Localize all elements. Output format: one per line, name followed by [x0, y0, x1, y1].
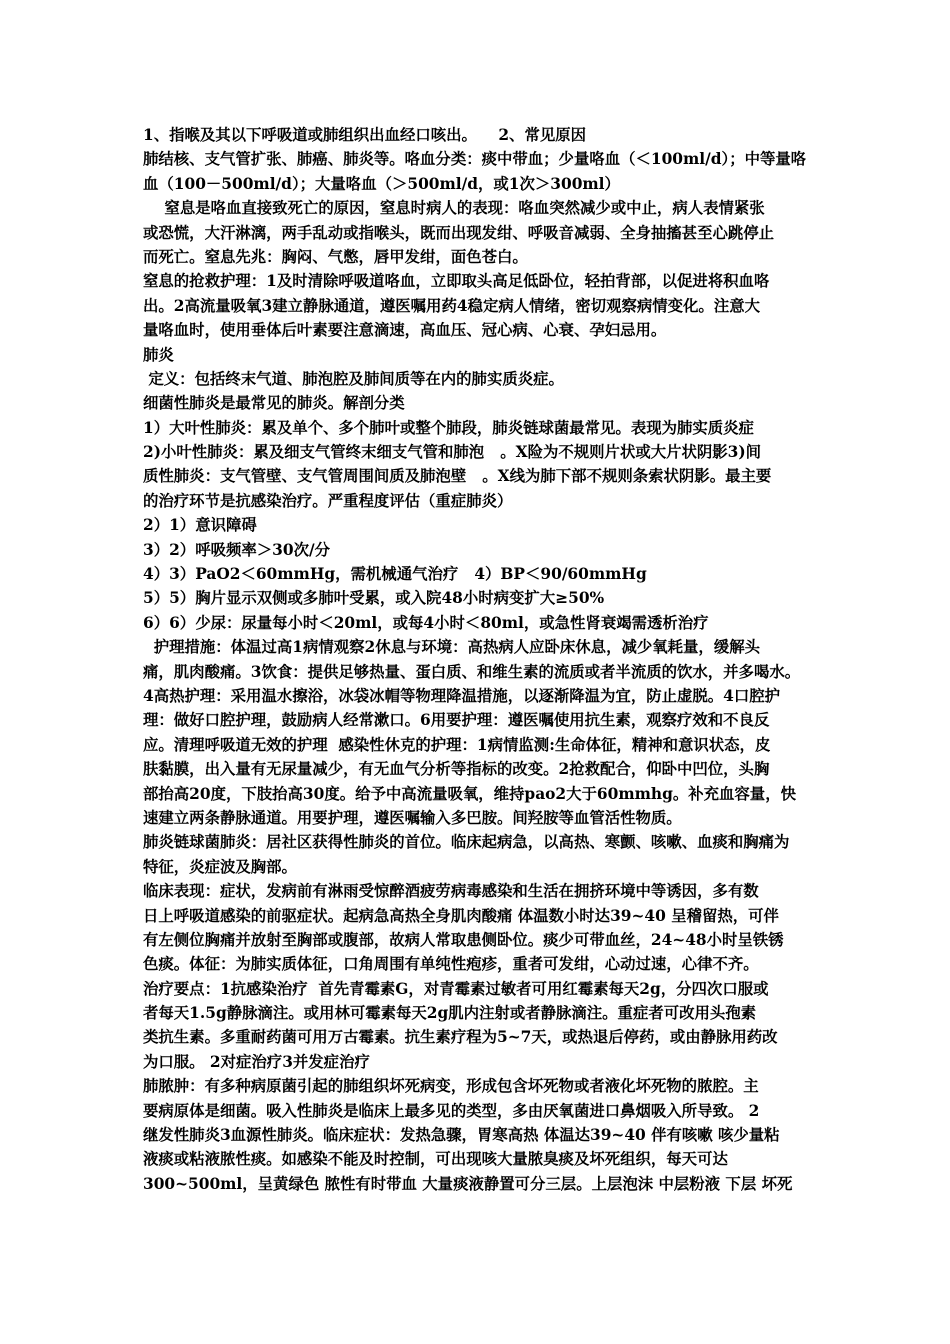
section-heading: 肺炎 [143, 345, 174, 364]
text-line: 治疗要点：1抗感染治疗 首先青霉素G，对青霉素过敏者可用红霉素每天2g，分四次口服或 [143, 979, 769, 998]
text-line: 应。清理呼吸道无效的护理 感染性休克的护理：1病情监测:生命体征，精神和意识状态，皮 [143, 735, 771, 754]
text-line: 1）大叶性肺炎：累及单个、多个肺叶或整个肺段，肺炎链球菌最常见。表现为肺实质炎症 [143, 418, 754, 437]
text-line: 继发性肺炎3血源性肺炎。临床症状：发热急骤，胃寒高热 体温达39~40 伴有咳嗽 咳少量粘 [143, 1126, 780, 1145]
text-line: 4高热护理：采用温水擦浴，冰袋冰帽等物理降温措施，以逐渐降温为宜，防止虚脱。4口腔护 [143, 686, 781, 705]
list-item: 5）5）胸片显示双侧或多肺叶受累，或入院48小时病变扩大≥50% [143, 589, 605, 608]
text-line: 定义：包括终末气道、肺泡腔及肺间质等在内的肺实质炎症。 [143, 369, 564, 388]
text-line: 窒息的抢救护理：1及时清除呼吸道咯血，立即取头高足低卧位，轻拍背部，以促进将积血咯 [143, 272, 770, 291]
text-line: 出。2高流量吸氧3建立静脉通道，遵医嘱用药4稳定病人情绪，密切观察病情变化。注意大 [143, 296, 760, 315]
text-line: 日上呼吸道感染的前驱症状。起病急高热全身肌肉酸痛 体温数小时达39~40 呈稽留热，可伴 [143, 906, 779, 925]
text-line: 有左侧位胸痛并放射至胸部或腹部，故病人常取患侧卧位。痰少可带血丝，24~48小时呈铁锈 [143, 930, 784, 949]
text-line: 部抬高20度，下肢抬高30度。给予中高流量吸氧，维持pao2大于60mmhg。补充血容量，快 [143, 784, 796, 803]
text-line: 或恐慌，大汗淋漓，两手乱动或指喉头，既而出现发绀、呼吸音减弱、全身抽搐甚至心跳停止 [143, 223, 775, 242]
text-line: 细菌性肺炎是最常见的肺炎。解剖分类 [143, 394, 405, 413]
text-line: 护理措施：体温过高1病情观察2休息与环境：高热病人应卧床休息，减少氧耗量，缓解头 [143, 638, 760, 657]
text-line: 2)小叶性肺炎：累及细支气管终末细支气管和肺泡 。X险为不规则片状或大片状阴影3)间 [143, 443, 762, 462]
text-line: 肺结核、支气管扩张、肺癌、肺炎等。咯血分类：痰中带血；少量咯血（＜100ml/d）；中等量咯 [143, 150, 807, 169]
text-line: 窒息是咯血直接致死亡的原因，窒息时病人的表现：咯血突然减少或中止，病人表情紧张 [143, 199, 765, 218]
text-line: 为口服。 2对症治疗3并发症治疗 [143, 1052, 370, 1071]
list-item: 2）1）意识障碍 [143, 516, 257, 535]
text-line: 肺脓肿：有多种病原菌引起的肺组织坏死病变，形成包含坏死物或者液化坏死物的脓腔。主 [143, 1077, 759, 1096]
document-body [143, 123, 823, 1196]
text-line: 肤黏膜，出入量有无尿量减少，有无血气分析等指标的改变。2抢救配合，仰卧中凹位，头胸 [143, 760, 770, 779]
list-item: 4）3）PaO2＜60mmHg，需机械通气治疗 4）BP＜90/60mmHg [143, 565, 647, 584]
text-line: 者每天1.5g静脉滴注。或用林可霉素每天2g肌内注射或者静脉滴注。重症者可改用头孢素 [143, 1004, 757, 1023]
text-line: 速建立两条静脉通道。用要护理，遵医嘱输入多巴胺。间羟胺等血管活性物质。 [143, 808, 682, 827]
text-line: 而死亡。窒息先兆：胸闷、气憋，唇甲发绀，面色苍白。 [143, 247, 528, 266]
text-line: 色痰。体征：为肺实质体征，口角周围有单纯性疱疹，重者可发绀，心动过速，心律不齐。 [143, 955, 759, 974]
text-line: 类抗生素。多重耐药菌可用万古霉素。抗生素疗程为5~7天，或热退后停药，或由静脉用药改 [143, 1028, 778, 1047]
text-line: 特征，炎症波及胸部。 [143, 857, 297, 876]
text-line: 血（100－500ml/d）；大量咯血（＞500ml/d，或1次＞300ml） [143, 174, 620, 193]
text-line: 液痰或粘液脓性痰。如感染不能及时控制，可出现咳大量脓臭痰及坏死组织，每天可达 [143, 1150, 728, 1169]
text-line: 300~500ml，呈黄绿色 脓性有时带血 大量痰液静置可分三层。上层泡沫 中层粉液 下层 坏死 [143, 1174, 793, 1193]
text-line: 理：做好口腔护理，鼓励病人经常漱口。6用要护理：遵医嘱使用抗生素，观察疗效和不良反 [143, 711, 770, 730]
text-line: 量咯血时，使用垂体后叶素要注意滴速，高血压、冠心病、心衰、孕妇忌用。 [143, 321, 667, 340]
text-line: 肺炎链球菌肺炎：居社区获得性肺炎的首位。临床起病急，以高热、寒颤、咳嗽、血痰和胸痛为 [143, 833, 790, 852]
list-item: 3）2）呼吸频率＞30次/分 [143, 540, 330, 559]
text-line: 1、指喉及其以下呼吸道或肺组织出血经口咳出。 2、常见原因 [143, 126, 587, 144]
text-line: 的治疗环节是抗感染治疗。严重程度评估（重症肺炎） [143, 491, 513, 510]
text-line: 痛，肌肉酸痛。3饮食：提供足够热量、蛋白质、和维生素的流质或者半流质的饮水，并多喝水。 [143, 662, 801, 681]
text-line: 质性肺炎：支气管壁、支气管周围间质及肺泡壁 。X线为肺下部不规则条索状阴影。最主要 [143, 467, 772, 486]
text-line: 要病原体是细菌。吸入性肺炎是临床上最多见的类型，多由厌氧菌进口鼻烟吸入所导致。 2 [143, 1101, 760, 1120]
list-item: 6）6）少尿：尿量每小时＜20ml，或每4小时＜80ml，或急性肾衰竭需透析治疗 [143, 613, 709, 632]
text-line: 临床表现：症状，发病前有淋雨受惊醉酒疲劳病毒感染和生活在拥挤环境中等诱因，多有数 [143, 882, 759, 901]
